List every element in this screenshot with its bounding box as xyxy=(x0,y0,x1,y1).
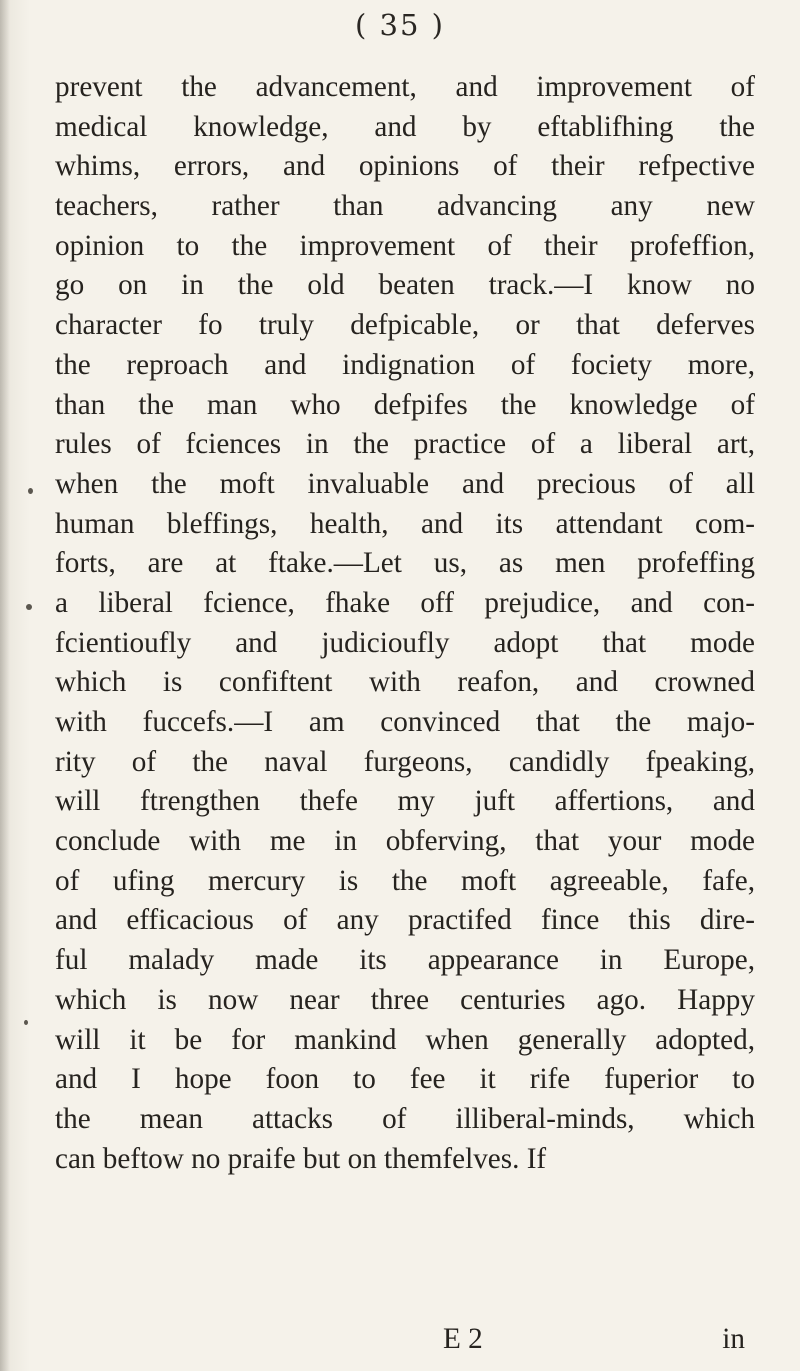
text-line: prevent the advancement, and improvement of xyxy=(55,71,755,103)
text-line: medical knowledge, and by eftablifhing the xyxy=(55,110,755,143)
text-line: can beftow no praife but on themfelves. If xyxy=(55,1142,547,1175)
text-line: which is now near three centuries ago. Happy xyxy=(55,983,755,1016)
text-line: character fo truly defpicable, or that deferves xyxy=(55,309,755,342)
binding-shadow xyxy=(0,0,10,1371)
text-line: and I hope foon to fee it rife fuperior to xyxy=(55,1063,755,1096)
text-line: opinion to the improvement of their profeffion, xyxy=(55,229,755,262)
text-line: the reproach and indignation of fociety more, xyxy=(55,348,755,381)
text-line: go on in the old beaten track.—I know no xyxy=(55,269,755,302)
text-line: will ftrengthen thefe my juft affertions, and xyxy=(55,785,755,818)
text-line: teachers, rather than advancing any new xyxy=(55,190,755,223)
text-line: the mean attacks of illiberal-minds, which xyxy=(55,1102,755,1135)
text-line: with fuccefs.—I am convinced that the majo- xyxy=(55,706,755,738)
text-line: than the man who defpifes the knowledge of xyxy=(55,388,755,421)
text-line: rity of the naval furgeons, candidly fpeaking, xyxy=(55,745,755,778)
page-number: ( 35 ) xyxy=(355,8,445,42)
body-text xyxy=(55,68,755,1179)
text-line: human bleffings, health, and its attendant com- xyxy=(55,507,755,540)
text-line: conclude with me in obferving, that your mode xyxy=(55,825,755,858)
text-line: rules of fciences in the practice of a liberal art, xyxy=(55,428,755,461)
page-footer xyxy=(55,1319,755,1359)
text-line: which is confiftent with reafon, and crowned xyxy=(55,666,755,699)
text-line: whims, errors, and opinions of their refpective xyxy=(55,150,755,183)
text-line: a liberal fcience, fhake off prejudice, and con- xyxy=(55,586,755,619)
text-line: fcientioufly and judicioufly adopt that mode xyxy=(55,626,755,659)
ink-speck xyxy=(26,604,32,610)
ink-speck xyxy=(24,1020,28,1025)
signature-mark: E 2 xyxy=(443,1323,483,1355)
text-line: and efficacious of any practifed fince this dire- xyxy=(55,904,755,937)
text-line: forts, are at ftake.—Let us, as men profeffing xyxy=(55,547,755,580)
text-line: will it be for mankind when generally adopted, xyxy=(55,1023,755,1056)
text-line: of ufing mercury is the moft agreeable, fafe, xyxy=(55,864,755,897)
ink-speck xyxy=(28,488,33,494)
text-line: ful malady made its appearance in Europe, xyxy=(55,944,755,977)
text-line: when the moft invaluable and precious of all xyxy=(55,467,755,500)
catchword: in xyxy=(722,1323,745,1355)
